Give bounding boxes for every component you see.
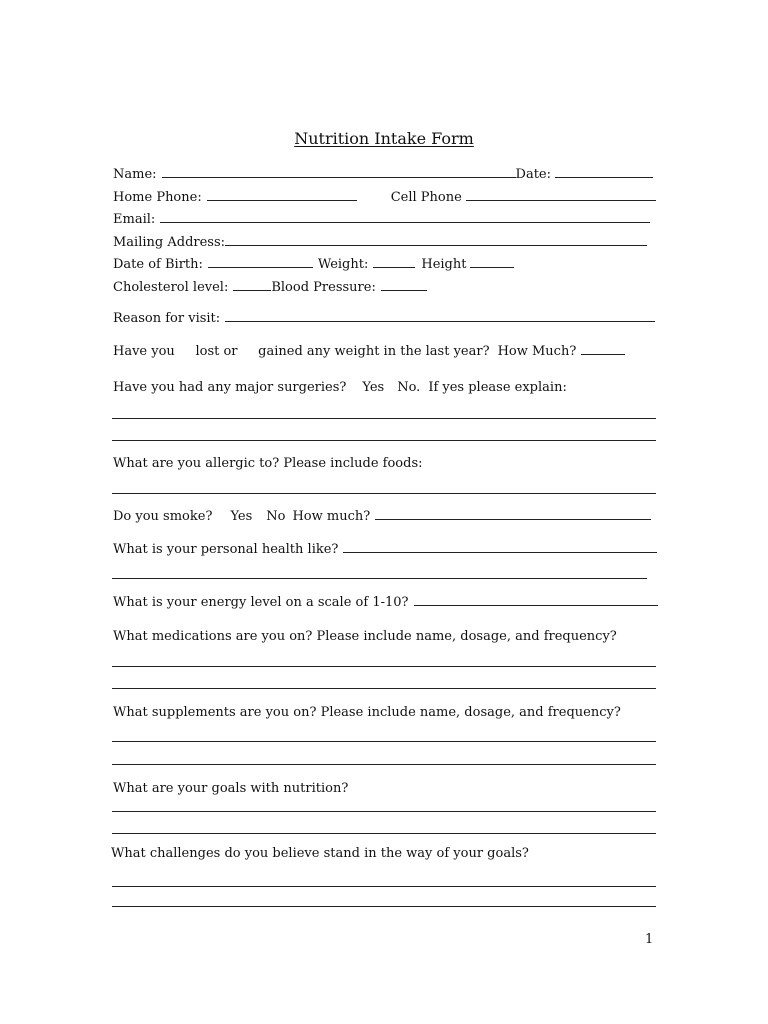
reason-row <box>113 310 655 328</box>
cell-phone-field[interactable] <box>466 189 656 201</box>
reason-label: Reason for visit: <box>113 311 221 326</box>
cholesterol-bp-row <box>113 279 427 297</box>
goals-answer-line-1[interactable] <box>112 811 656 812</box>
height-label: Height <box>421 257 467 272</box>
date-label: Date: <box>515 167 552 182</box>
challenges-answer-line-2[interactable] <box>112 906 656 907</box>
medications-question: What medications are you on? Please include name, dosage, and frequency? <box>113 629 617 644</box>
surgeries-answer-line-2[interactable] <box>112 440 656 441</box>
smoke-no-option[interactable]: No <box>266 509 286 524</box>
page-number: 1 <box>645 932 654 947</box>
surgeries-row <box>113 379 567 397</box>
home-phone-field[interactable] <box>207 189 357 201</box>
challenges-row <box>111 845 529 863</box>
email-label: Email: <box>113 212 156 227</box>
mailing-address-row <box>113 234 647 252</box>
name-label: Name: <box>113 167 157 182</box>
surgeries-yes-option[interactable]: Yes <box>362 380 385 395</box>
supplements-row <box>113 704 621 722</box>
cholesterol-label: Cholesterol level: <box>113 280 229 295</box>
cholesterol-field[interactable] <box>233 279 271 291</box>
reason-field[interactable] <box>225 310 655 322</box>
energy-level-question: What is your energy level on a scale of 1-10? <box>113 595 409 610</box>
smoke-how-much-label: How much? <box>292 509 371 524</box>
energy-level-field[interactable] <box>414 594 658 606</box>
challenges-question: What challenges do you believe stand in the way of your goals? <box>111 846 529 861</box>
mailing-address-label: Mailing Address: <box>113 235 226 250</box>
smoke-yes-option[interactable]: Yes <box>230 509 253 524</box>
surgeries-question: Have you had any major surgeries? <box>113 380 347 395</box>
supplements-answer-line-2[interactable] <box>112 764 656 765</box>
mailing-address-field[interactable] <box>225 234 647 246</box>
personal-health-question: What is your personal health like? <box>113 542 339 557</box>
allergies-answer-line[interactable] <box>112 493 656 494</box>
energy-level-row <box>113 594 658 612</box>
smoke-question: Do you smoke? <box>113 509 213 524</box>
personal-health-row <box>113 541 657 559</box>
home-phone-label: Home Phone: <box>113 190 202 205</box>
cell-phone-label: Cell Phone <box>390 190 462 205</box>
weight-change-row <box>113 343 625 361</box>
supplements-question: What supplements are you on? Please include name, dosage, and frequency? <box>113 705 621 720</box>
challenges-answer-line-1[interactable] <box>112 886 656 887</box>
goals-row <box>113 780 348 798</box>
blood-pressure-field[interactable] <box>381 279 427 291</box>
weight-change-question: Have you lost or gained any weight in the last year? <box>113 344 490 359</box>
personal-health-answer-line[interactable] <box>112 578 647 579</box>
dob-weight-height-row <box>113 256 514 274</box>
weight-field[interactable] <box>373 256 415 268</box>
date-field[interactable] <box>555 166 653 178</box>
weight-label: Weight: <box>317 257 369 272</box>
dob-field[interactable] <box>208 256 313 268</box>
email-row <box>113 211 650 229</box>
allergies-question: What are you allergic to? Please include foods: <box>113 456 423 471</box>
phone-row <box>113 189 656 207</box>
medications-answer-line-2[interactable] <box>112 688 656 689</box>
how-much-field[interactable] <box>581 343 625 355</box>
how-much-label: How Much? <box>497 344 577 359</box>
supplements-answer-line-1[interactable] <box>112 741 656 742</box>
goals-answer-line-2[interactable] <box>112 833 656 834</box>
form-title <box>0 129 768 149</box>
medications-row <box>113 628 617 646</box>
goals-question: What are your goals with nutrition? <box>113 781 349 796</box>
personal-health-field[interactable] <box>343 541 657 553</box>
name-date-row <box>113 166 653 184</box>
medications-answer-line-1[interactable] <box>112 666 656 667</box>
smoke-row <box>113 508 651 526</box>
if-yes-explain-label: If yes please explain: <box>428 380 567 395</box>
email-field[interactable] <box>160 211 650 223</box>
name-field[interactable] <box>162 166 516 178</box>
surgeries-answer-line-1[interactable] <box>112 418 656 419</box>
dob-label: Date of Birth: <box>113 257 203 272</box>
blood-pressure-label: Blood Pressure: <box>271 280 376 295</box>
height-field[interactable] <box>470 256 514 268</box>
smoke-how-much-field[interactable] <box>375 508 651 520</box>
allergies-row <box>113 455 423 473</box>
form-title-text: Nutrition Intake Form <box>294 129 474 148</box>
surgeries-no-option[interactable]: No. <box>397 380 421 395</box>
